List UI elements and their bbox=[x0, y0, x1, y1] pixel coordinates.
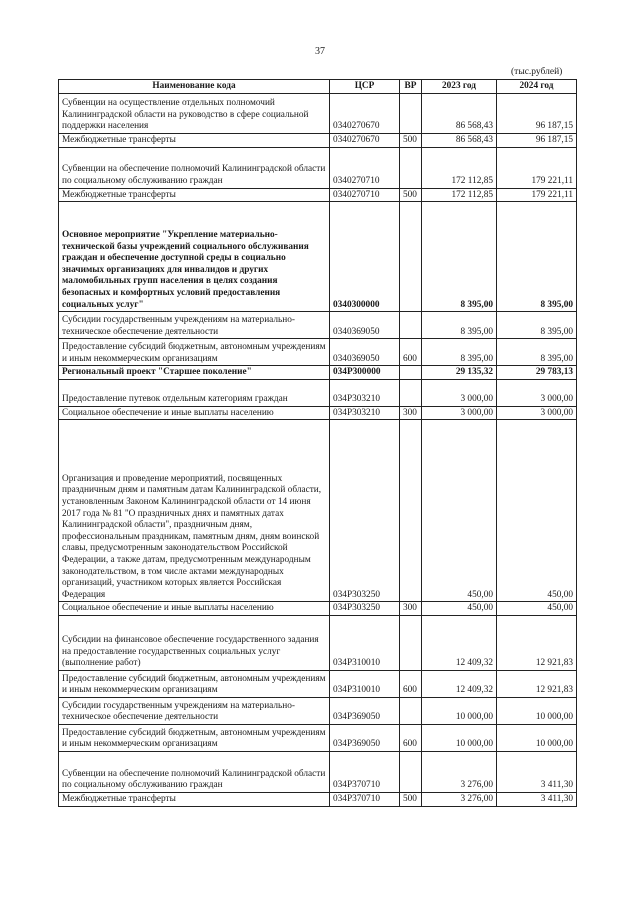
row-csr-cell: 034P370710 bbox=[330, 751, 400, 792]
row-csr-cell: 0340369050 bbox=[330, 312, 400, 339]
row-csr-cell: 034P310010 bbox=[330, 670, 400, 697]
row-2024-cell: 3 411,30 bbox=[497, 792, 577, 806]
row-name-cell: Субсидии государственным учреждениям на материально-техническое обеспечение деятельности bbox=[59, 697, 330, 724]
row-vr-cell: 600 bbox=[400, 339, 422, 366]
table-row bbox=[59, 188, 577, 202]
table-row bbox=[59, 615, 577, 670]
row-2024-cell: 12 921,83 bbox=[497, 615, 577, 670]
row-2024-cell: 8 395,00 bbox=[497, 202, 577, 312]
row-2023-cell: 3 000,00 bbox=[422, 379, 497, 406]
row-vr-cell: 300 bbox=[400, 406, 422, 420]
row-2024-cell: 179 221,11 bbox=[497, 147, 577, 188]
table-body bbox=[59, 94, 577, 807]
row-vr-cell bbox=[400, 147, 422, 188]
row-vr-cell bbox=[400, 420, 422, 602]
row-2024-cell: 29 783,13 bbox=[497, 366, 577, 380]
row-vr-cell bbox=[400, 202, 422, 312]
row-2023-cell: 10 000,00 bbox=[422, 697, 497, 724]
row-name-cell: Предоставление субсидий бюджетным, автономным учреждениям и иным некоммерческим организациям bbox=[59, 670, 330, 697]
table-row bbox=[59, 202, 577, 312]
table-row bbox=[59, 420, 577, 602]
row-vr-cell bbox=[400, 312, 422, 339]
row-2023-cell: 8 395,00 bbox=[422, 202, 497, 312]
row-csr-cell: 034P370710 bbox=[330, 792, 400, 806]
row-2023-cell: 12 409,32 bbox=[422, 670, 497, 697]
row-vr-cell bbox=[400, 379, 422, 406]
row-csr-cell: 034P369050 bbox=[330, 724, 400, 751]
row-name-cell: Основное мероприятие "Укрепление материально-технической базы учреждений социального обслуживания граждан и обеспечение доступной среды в социально значимых организациях для инвалидов и других маломобильных групп населения в целях создания безопасных и комфортных условий предоставления социальных услуг" bbox=[59, 202, 330, 312]
table-row bbox=[59, 602, 577, 616]
table-row bbox=[59, 339, 577, 366]
table-row bbox=[59, 312, 577, 339]
row-csr-cell: 0340369050 bbox=[330, 339, 400, 366]
row-name-cell: Региональный проект "Старшее поколение" bbox=[59, 366, 330, 380]
row-2023-cell: 172 112,85 bbox=[422, 147, 497, 188]
row-2023-cell: 3 276,00 bbox=[422, 792, 497, 806]
row-csr-cell: 0340270710 bbox=[330, 147, 400, 188]
row-2024-cell: 8 395,00 bbox=[497, 339, 577, 366]
table-row bbox=[59, 697, 577, 724]
page-number: 37 bbox=[315, 46, 325, 57]
row-csr-cell: 034P300000 bbox=[330, 366, 400, 380]
row-csr-cell: 0340270710 bbox=[330, 188, 400, 202]
row-name-cell: Предоставление субсидий бюджетным, автономным учреждениям и иным некоммерческим организациям bbox=[59, 339, 330, 366]
row-name-cell: Субвенции на обеспечение полномочий Калининградской области по социальному обслуживанию граждан bbox=[59, 751, 330, 792]
row-2024-cell: 96 187,15 bbox=[497, 134, 577, 148]
table-row bbox=[59, 406, 577, 420]
header-2024: 2024 год bbox=[497, 80, 577, 94]
row-vr-cell: 500 bbox=[400, 134, 422, 148]
row-2023-cell: 8 395,00 bbox=[422, 312, 497, 339]
row-name-cell: Организация и проведение мероприятий, посвященных праздничным дням и памятным датам Калининградской области, установленным Законом Калининградской области от 14 июня 2017 года № 81 "О праздничных днях и памятных датах Калининградской области", праздничным дням, профессиональным праздникам, памятным дням, дням воинской славы, предусмотренным законодательством Российской Федерации, а также датам, предусмотренным международным законодательством, в том числе актами международных организаций, участником которых является Российская Федерация bbox=[59, 420, 330, 602]
row-name-cell: Субвенции на осуществление отдельных полномочий Калининградской области на руководство в сфере социальной поддержки населения bbox=[59, 94, 330, 134]
row-vr-cell bbox=[400, 94, 422, 134]
row-2023-cell: 3 000,00 bbox=[422, 406, 497, 420]
row-2024-cell: 96 187,15 bbox=[497, 94, 577, 134]
row-name-cell: Межбюджетные трансферты bbox=[59, 134, 330, 148]
row-2024-cell: 450,00 bbox=[497, 602, 577, 616]
row-2023-cell: 3 276,00 bbox=[422, 751, 497, 792]
table-row bbox=[59, 670, 577, 697]
table-row bbox=[59, 379, 577, 406]
row-name-cell: Межбюджетные трансферты bbox=[59, 188, 330, 202]
table-row bbox=[59, 147, 577, 188]
row-2023-cell: 450,00 bbox=[422, 602, 497, 616]
table-row bbox=[59, 751, 577, 792]
row-2024-cell: 10 000,00 bbox=[497, 697, 577, 724]
row-csr-cell: 034P303210 bbox=[330, 379, 400, 406]
row-2023-cell: 172 112,85 bbox=[422, 188, 497, 202]
row-2023-cell: 29 135,32 bbox=[422, 366, 497, 380]
row-vr-cell: 300 bbox=[400, 602, 422, 616]
row-csr-cell: 034P369050 bbox=[330, 697, 400, 724]
header-vr: ВР bbox=[400, 80, 422, 94]
row-2024-cell: 3 000,00 bbox=[497, 379, 577, 406]
row-2023-cell: 8 395,00 bbox=[422, 339, 497, 366]
row-name-cell: Социальное обеспечение и иные выплаты населению bbox=[59, 602, 330, 616]
row-name-cell: Предоставление субсидий бюджетным, автономным учреждениям и иным некоммерческим организациям bbox=[59, 724, 330, 751]
header-name: Наименование кода bbox=[59, 80, 330, 94]
row-2023-cell: 86 568,43 bbox=[422, 134, 497, 148]
row-2024-cell: 8 395,00 bbox=[497, 312, 577, 339]
row-name-cell: Субвенции на обеспечение полномочий Калининградской области по социальному обслуживанию граждан bbox=[59, 147, 330, 188]
row-name-cell: Субсидии государственным учреждениям на материально-техническое обеспечение деятельности bbox=[59, 312, 330, 339]
row-2023-cell: 86 568,43 bbox=[422, 94, 497, 134]
table-row bbox=[59, 724, 577, 751]
row-name-cell: Предоставление путевок отдельным категориям граждан bbox=[59, 379, 330, 406]
table-header-row bbox=[59, 80, 577, 94]
row-vr-cell bbox=[400, 615, 422, 670]
row-csr-cell: 0340270670 bbox=[330, 134, 400, 148]
row-name-cell: Межбюджетные трансферты bbox=[59, 792, 330, 806]
row-vr-cell: 500 bbox=[400, 188, 422, 202]
row-csr-cell: 034P303210 bbox=[330, 406, 400, 420]
row-2023-cell: 12 409,32 bbox=[422, 615, 497, 670]
row-vr-cell bbox=[400, 697, 422, 724]
table-row bbox=[59, 94, 577, 134]
budget-table bbox=[58, 79, 577, 807]
row-vr-cell: 600 bbox=[400, 724, 422, 751]
row-csr-cell: 034P310010 bbox=[330, 615, 400, 670]
row-2023-cell: 10 000,00 bbox=[422, 724, 497, 751]
row-name-cell: Социальное обеспечение и иные выплаты населению bbox=[59, 406, 330, 420]
row-2024-cell: 10 000,00 bbox=[497, 724, 577, 751]
header-2023: 2023 год bbox=[422, 80, 497, 94]
row-vr-cell: 600 bbox=[400, 670, 422, 697]
row-2023-cell: 450,00 bbox=[422, 420, 497, 602]
row-vr-cell bbox=[400, 366, 422, 380]
row-name-cell: Субсидии на финансовое обеспечение государственного задания на предоставление государственных социальных услуг (выполнение работ) bbox=[59, 615, 330, 670]
table-row bbox=[59, 366, 577, 380]
row-vr-cell: 500 bbox=[400, 792, 422, 806]
units-label: (тыс.рублей) bbox=[511, 67, 563, 77]
table-row bbox=[59, 792, 577, 806]
header-csr: ЦСР bbox=[330, 80, 400, 94]
row-2024-cell: 3 000,00 bbox=[497, 406, 577, 420]
row-csr-cell: 034P303250 bbox=[330, 602, 400, 616]
row-2024-cell: 179 221,11 bbox=[497, 188, 577, 202]
table-row bbox=[59, 134, 577, 148]
row-2024-cell: 12 921,83 bbox=[497, 670, 577, 697]
row-2024-cell: 450,00 bbox=[497, 420, 577, 602]
row-csr-cell: 0340270670 bbox=[330, 94, 400, 134]
row-vr-cell bbox=[400, 751, 422, 792]
row-csr-cell: 034P303250 bbox=[330, 420, 400, 602]
row-csr-cell: 0340300000 bbox=[330, 202, 400, 312]
row-2024-cell: 3 411,30 bbox=[497, 751, 577, 792]
